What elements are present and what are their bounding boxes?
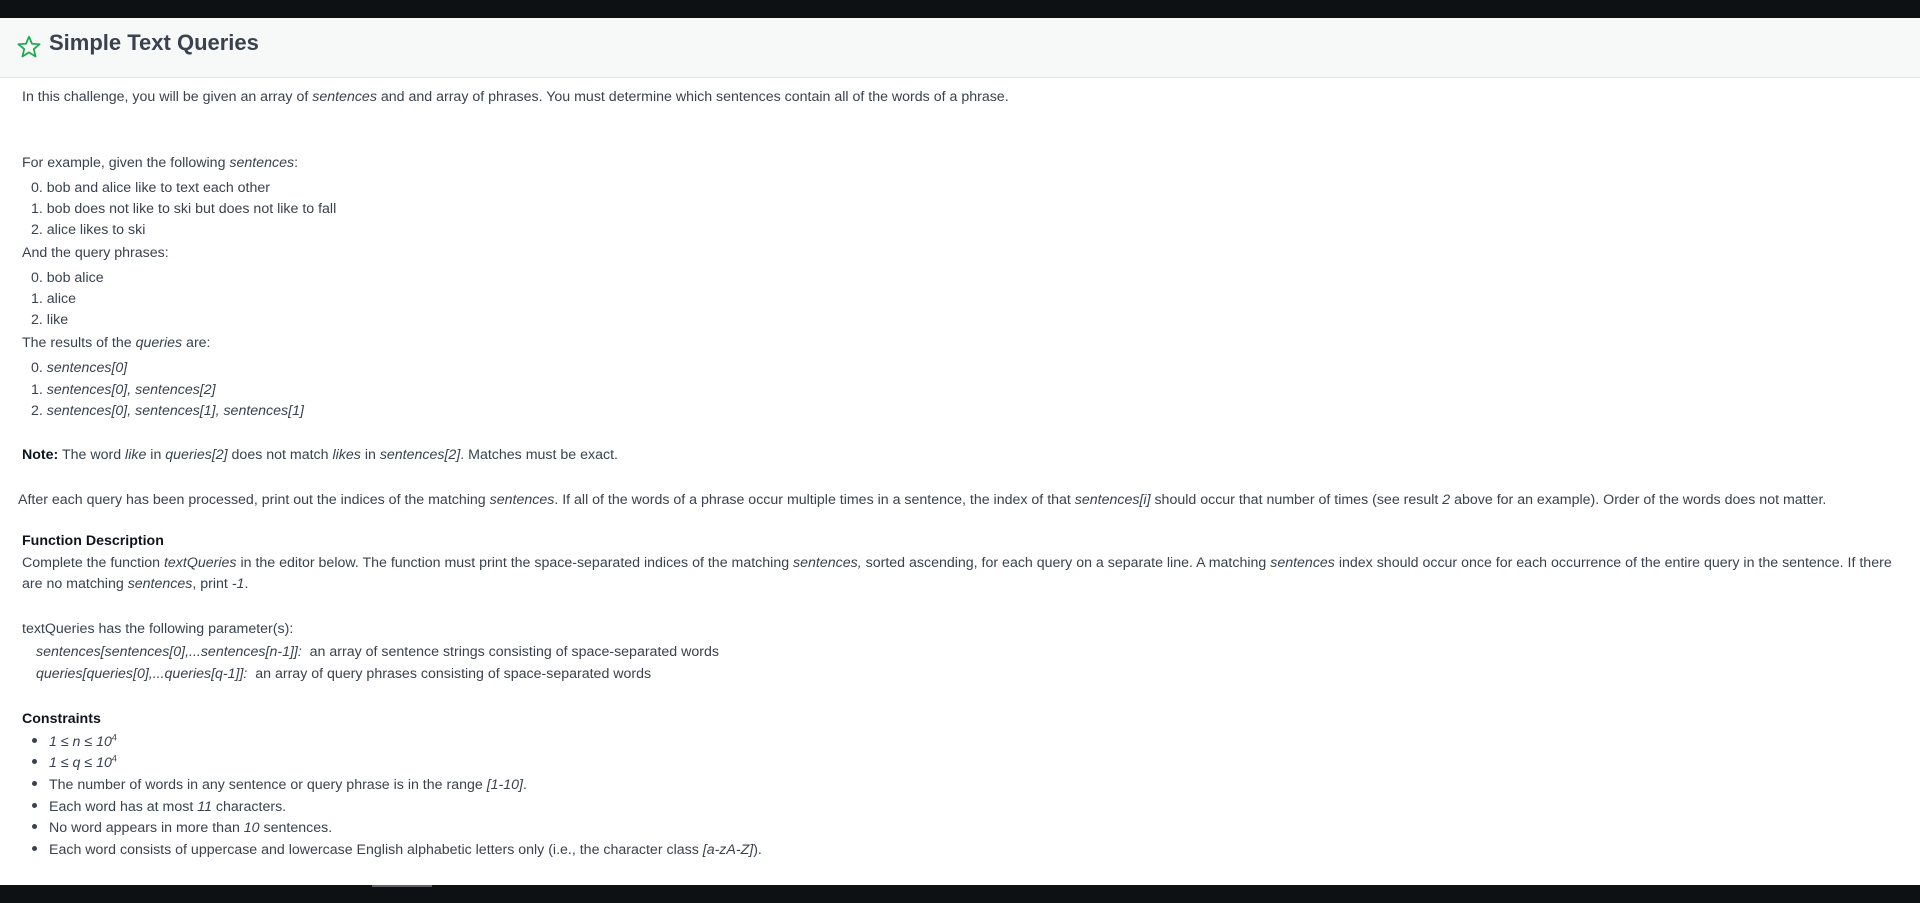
bullet-icon [32, 824, 37, 829]
parameter-desc: an array of query phrases consisting of space-separated words [247, 666, 652, 682]
list-number: 0. [31, 360, 43, 376]
query-item [31, 289, 76, 310]
bullet-icon [32, 846, 37, 851]
parameter-name: queries[queries[0],...queries[q-1]]: [36, 666, 248, 682]
note-d: queries[2] [165, 447, 228, 463]
fd-f: sentences [1270, 555, 1335, 571]
list-number: 1. [31, 291, 43, 307]
fd-j: -1 [231, 576, 245, 592]
constraint-exponent: 4 [111, 753, 117, 764]
constraint-text: Each word consists of uppercase and lowercase English alphabetic letters only (i.e., the character class [49, 842, 703, 858]
after-g: above for an example). Order of the words does not matter. [1450, 492, 1827, 508]
constraint-range: [1-10] [486, 777, 523, 793]
sentence-item [31, 199, 336, 220]
bullet-icon [32, 781, 37, 786]
after-paragraph [18, 490, 1826, 511]
bullet-icon [32, 759, 37, 764]
query-item [31, 310, 68, 331]
results-lead [22, 333, 211, 354]
constraint-exponent: 4 [111, 732, 117, 743]
constraint-text: 1 ≤ q ≤ 10 [49, 755, 112, 771]
constraint-value: 10 [243, 820, 260, 836]
after-c: . If all of the words of a phrase occur multiple times in a sentence, the index of that [554, 492, 1075, 508]
sentence-text: bob and alice like to text each other [46, 180, 271, 196]
note-c: in [146, 447, 166, 463]
result-item [31, 380, 216, 401]
fd-h: sentences [127, 576, 193, 592]
constraint-item [32, 840, 762, 861]
sentence-item [31, 178, 270, 199]
result-item [31, 401, 304, 422]
function-description-heading-text: Function Description [22, 533, 164, 549]
constraint-item [32, 818, 332, 839]
bottom-tab-indicator [372, 885, 432, 887]
intro-text-a: In this challenge, you will be given an array of [22, 89, 313, 105]
fd-b: textQueries [163, 555, 237, 571]
results-lead-c: are: [182, 335, 211, 351]
result-text: sentences[0], sentences[1], sentences[1] [46, 403, 304, 419]
sentence-text: bob does not like to ski but does not like to fall [46, 201, 337, 217]
page-title: Simple Text Queries [49, 30, 259, 55]
note-f: likes [332, 447, 361, 463]
example-lead-c: : [294, 155, 299, 171]
note-e: does not match [227, 447, 333, 463]
example-lead-b: sentences [229, 155, 295, 171]
constraint-text: No word appears in more than [49, 820, 244, 836]
function-description-paragraph [22, 553, 1902, 595]
fd-c: in the editor below. The function must print the space-separated indices of the matching [236, 555, 794, 571]
note-g: in [360, 447, 380, 463]
fd-k: . [244, 576, 249, 592]
example-lead-a: For example, given the following [22, 155, 230, 171]
constraint-suffix: sentences. [259, 820, 333, 836]
constraint-item [32, 732, 117, 753]
constraint-suffix: characters. [211, 799, 287, 815]
list-number: 1. [31, 382, 43, 398]
constraint-text: The number of words in any sentence or query phrase is in the range [49, 777, 487, 793]
intro-text-c: and and array of phrases. You must determine which sentences contain all of the words of a phrase. [376, 89, 1009, 105]
result-item [31, 358, 127, 379]
parameter-name: sentences[sentences[0],...sentences[n-1]]: [36, 644, 302, 660]
constraint-charclass: [a-zA-Z] [702, 842, 754, 858]
after-b: sentences [489, 492, 555, 508]
sentence-item [31, 220, 145, 241]
constraint-item [32, 753, 117, 774]
star-outline-icon[interactable] [16, 34, 42, 60]
note-label: Note: [22, 447, 59, 463]
window-bottom-bar [0, 885, 1920, 903]
fd-g: index should occur once for each occurrence of the entire query in the sentence. If there are no matching [22, 555, 1892, 592]
query-lead: And the query phrases: [22, 245, 169, 261]
results-lead-b: queries [135, 335, 183, 351]
constraint-item [32, 797, 286, 818]
query-item [31, 268, 104, 289]
query-text: alice [46, 291, 76, 307]
after-f: 2 [1442, 492, 1451, 508]
list-number: 0. [31, 180, 43, 196]
constraint-item [32, 775, 527, 796]
bullet-icon [32, 738, 37, 743]
constraints-heading-text: Constraints [22, 711, 101, 727]
parameters-lead: textQueries has the following parameter(s): [22, 621, 294, 637]
query-text: bob alice [46, 270, 104, 286]
constraint-suffix: ). [753, 842, 762, 858]
constraints-heading [22, 709, 101, 730]
window-top-bar [0, 0, 1920, 18]
note-paragraph [22, 445, 618, 466]
list-number: 2. [31, 222, 43, 238]
challenge-header [0, 18, 1920, 78]
note-a: The word [58, 447, 126, 463]
result-text: sentences[0] [46, 360, 128, 376]
constraint-value: 11 [197, 799, 212, 815]
parameter-item [36, 664, 651, 685]
after-e: should occur that number of times (see result [1150, 492, 1443, 508]
result-text: sentences[0], sentences[2] [46, 382, 216, 398]
sentence-text: alice likes to ski [46, 222, 146, 238]
note-h: sentences[2] [379, 447, 461, 463]
results-lead-a: The results of the [22, 335, 136, 351]
fd-a: Complete the function [22, 555, 164, 571]
list-number: 2. [31, 403, 43, 419]
after-d: sentences[i] [1074, 492, 1151, 508]
query-text: like [46, 312, 69, 328]
after-a: After each query has been processed, print out the indices of the matching [18, 492, 490, 508]
constraint-suffix: . [522, 777, 527, 793]
example-lead [22, 153, 298, 174]
intro-text-b: sentences [312, 89, 377, 105]
constraint-text: 1 ≤ n ≤ 10 [49, 734, 112, 750]
fd-d: sentences, [793, 555, 862, 571]
intro-paragraph [22, 87, 1009, 108]
parameter-desc: an array of sentence strings consisting of space-separated words [301, 644, 719, 660]
note-b: like [125, 447, 147, 463]
fd-i: , print [192, 576, 232, 592]
constraint-text: Each word has at most [49, 799, 198, 815]
list-number: 2. [31, 312, 43, 328]
parameter-item [36, 642, 719, 663]
bullet-icon [32, 803, 37, 808]
function-description-heading [22, 531, 164, 552]
list-number: 1. [31, 201, 43, 217]
note-i: . Matches must be exact. [460, 447, 618, 463]
fd-e: sorted ascending, for each query on a separate line. A matching [861, 555, 1271, 571]
list-number: 0. [31, 270, 43, 286]
